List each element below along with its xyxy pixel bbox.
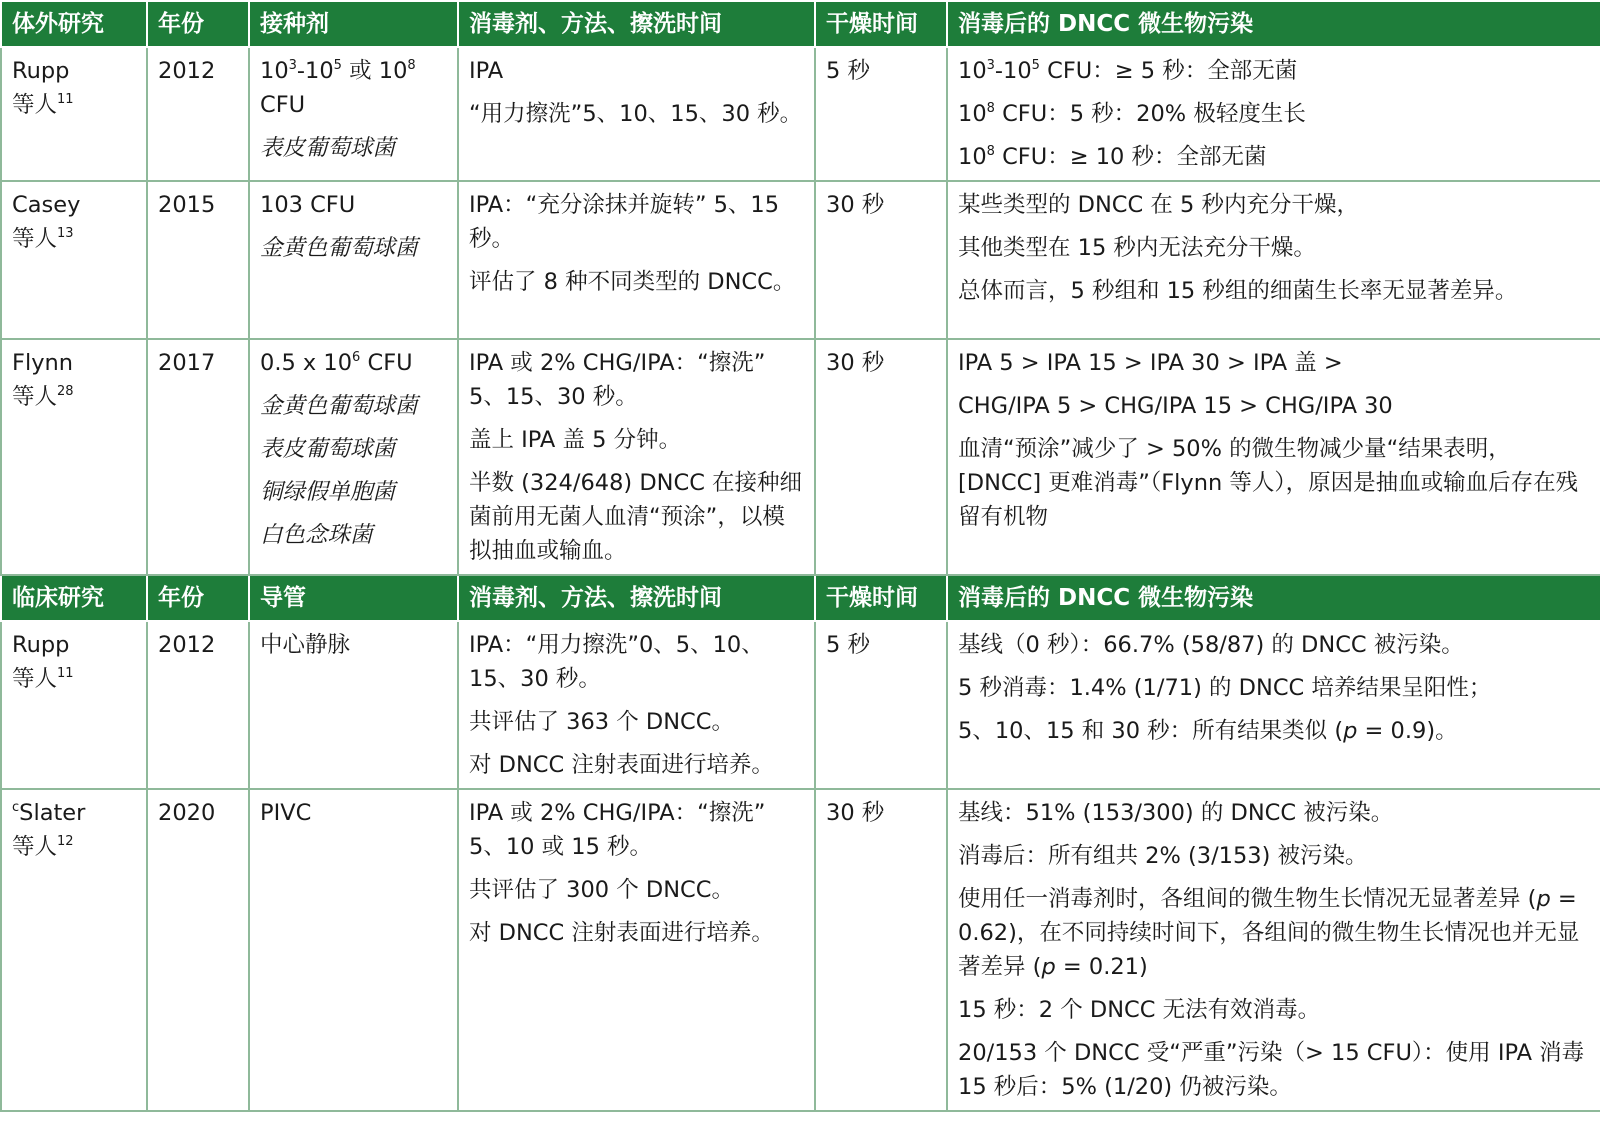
dry-time-cell: 30 秒 [815, 181, 947, 339]
header-method: 消毒剂、方法、擦洗时间 [458, 575, 815, 621]
table-row [1, 47, 1600, 181]
dry-time-cell: 30 秒 [815, 339, 947, 575]
author-suffix: 等人 [12, 384, 58, 410]
footnote-marker: c [12, 800, 20, 815]
organism-name: 铜绿假单胞菌 [260, 479, 396, 505]
catheter-cell: 中心静脉 [249, 621, 458, 789]
year-cell: 2017 [147, 339, 249, 575]
organism-name: 表皮葡萄球菌 [260, 135, 396, 161]
organism-name: 金黄色葡萄球菌 [260, 235, 418, 261]
reference-number: 13 [57, 226, 74, 241]
reference-number: 12 [57, 834, 74, 849]
table-row [1, 789, 1600, 1111]
method-cell: IPA 或 2% CHG/IPA：“擦洗” 5、10 或 15 秒。 共评估了 300 个 DNCC。 对 DNCC 注射表面进行培养。 [458, 789, 815, 1111]
header-study-type: 临床研究 [1, 575, 147, 621]
header-dry-time: 干燥时间 [815, 575, 947, 621]
author-cell [1, 789, 147, 1111]
reference-number: 11 [57, 92, 74, 107]
table-row [1, 339, 1600, 575]
year-cell: 2012 [147, 47, 249, 181]
organism-name: 白色念珠菌 [260, 522, 373, 548]
author-cell [1, 47, 147, 181]
result-cell: IPA 5 > IPA 15 > IPA 30 > IPA 盖 > CHG/IPA 5 > CHG/IPA 15 > CHG/IPA 30 血清“预涂”减少了 > 50% 的微生物减少量“结果表明，[DNCC] 更难消毒”（Flynn 等人），原因是抽血或输血后存在残留有机物 [947, 339, 1600, 575]
header-study-type: 体外研究 [1, 1, 147, 47]
catheter-cell: PIVC [249, 789, 458, 1111]
method-cell: IPA “用力擦洗”5、10、15、30 秒。 [458, 47, 815, 181]
year-cell: 2012 [147, 621, 249, 789]
dry-time-cell: 5 秒 [815, 47, 947, 181]
inoculum-cell: 0.5 x $10^6$ CFU 金黄色葡萄球菌 表皮葡萄球菌 铜绿假单胞菌 白色念珠菌 [249, 339, 458, 575]
header-catheter: 导管 [249, 575, 458, 621]
reference-number: 11 [57, 666, 74, 681]
dry-time-cell: 30 秒 [815, 789, 947, 1111]
organism-name: 金黄色葡萄球菌 [260, 393, 418, 419]
inoculum-cell: $10^3-10^5$ 或 $10^8$ CFU 表皮葡萄球菌 [249, 47, 458, 181]
author-name: Rupp [12, 58, 70, 84]
dry-time-cell: 5 秒 [815, 621, 947, 789]
result-cell: 某些类型的 DNCC 在 5 秒内充分干燥， 其他类型在 15 秒内无法充分干燥。 总体而言，5 秒组和 15 秒组的细菌生长率无显著差异。 [947, 181, 1600, 339]
author-name: Casey [12, 192, 81, 218]
header-contamination: 消毒后的 DNCC 微生物污染 [947, 575, 1600, 621]
author-cell [1, 339, 147, 575]
author-cell [1, 621, 147, 789]
method-cell: IPA：“充分涂抹并旋转” 5、15 秒。 评估了 8 种不同类型的 DNCC。 [458, 181, 815, 339]
header-year: 年份 [147, 575, 249, 621]
author-name: Flynn [12, 350, 74, 376]
organism-name: 表皮葡萄球菌 [260, 436, 396, 462]
table-row [1, 181, 1600, 339]
header-year: 年份 [147, 1, 249, 47]
author-suffix: 等人 [12, 666, 58, 692]
header-inoculum: 接种剂 [249, 1, 458, 47]
year-cell: 2015 [147, 181, 249, 339]
result-cell: 基线（0 秒）：66.7% (58/87) 的 DNCC 被污染。 5 秒消毒：1.4% (1/71) 的 DNCC 培养结果呈阳性； 5、10、15 和 30 秒：所有结果类似 (p = 0.9)。 [947, 621, 1600, 789]
author-suffix: 等人 [12, 92, 58, 118]
year-cell: 2020 [147, 789, 249, 1111]
reference-number: 28 [57, 384, 74, 399]
author-suffix: 等人 [12, 226, 58, 252]
in-vitro-header-row [1, 1, 1600, 47]
clinical-header-row [1, 575, 1600, 621]
header-dry-time: 干燥时间 [815, 1, 947, 47]
method-cell: IPA：“用力擦洗”0、5、10、15、30 秒。 共评估了 363 个 DNCC。 对 DNCC 注射表面进行培养。 [458, 621, 815, 789]
author-cell [1, 181, 147, 339]
method-cell: IPA 或 2% CHG/IPA：“擦洗” 5、15、30 秒。 盖上 IPA 盖 5 分钟。 半数 (324/648) DNCC 在接种细菌前用无菌人血清“预涂”，以模拟抽血或输血。 [458, 339, 815, 575]
header-method: 消毒剂、方法、擦洗时间 [458, 1, 815, 47]
result-cell: 基线：51% (153/300) 的 DNCC 被污染。 消毒后：所有组共 2% (3/153) 被污染。 使用任一消毒剂时，各组间的微生物生长情况无显著差异 (p = 0.62)，在不同持续时间下，各组间的微生物生长情况也并无显著差异 (p = 0.21) 15 秒：2 个 DNCC 无法有效消毒。 20/153 个 DNCC 受“严重”污染（> 15 CFU）：使用 IPA 消毒 15 秒后：5% (1/20) 仍被污染。 [947, 789, 1600, 1111]
author-name: Rupp [12, 632, 70, 658]
result-cell: $10^3-10^5$ CFU：≥ 5 秒：全部无菌 $10^8$ CFU：5 秒：20% 极轻度生长 $10^8$ CFU：≥ 10 秒：全部无菌 [947, 47, 1600, 181]
author-suffix: 等人 [12, 834, 58, 860]
table-row [1, 621, 1600, 789]
inoculum-cell: 103 CFU 金黄色葡萄球菌 [249, 181, 458, 339]
author-name: Slater [19, 800, 86, 826]
header-contamination: 消毒后的 DNCC 微生物污染 [947, 1, 1600, 47]
